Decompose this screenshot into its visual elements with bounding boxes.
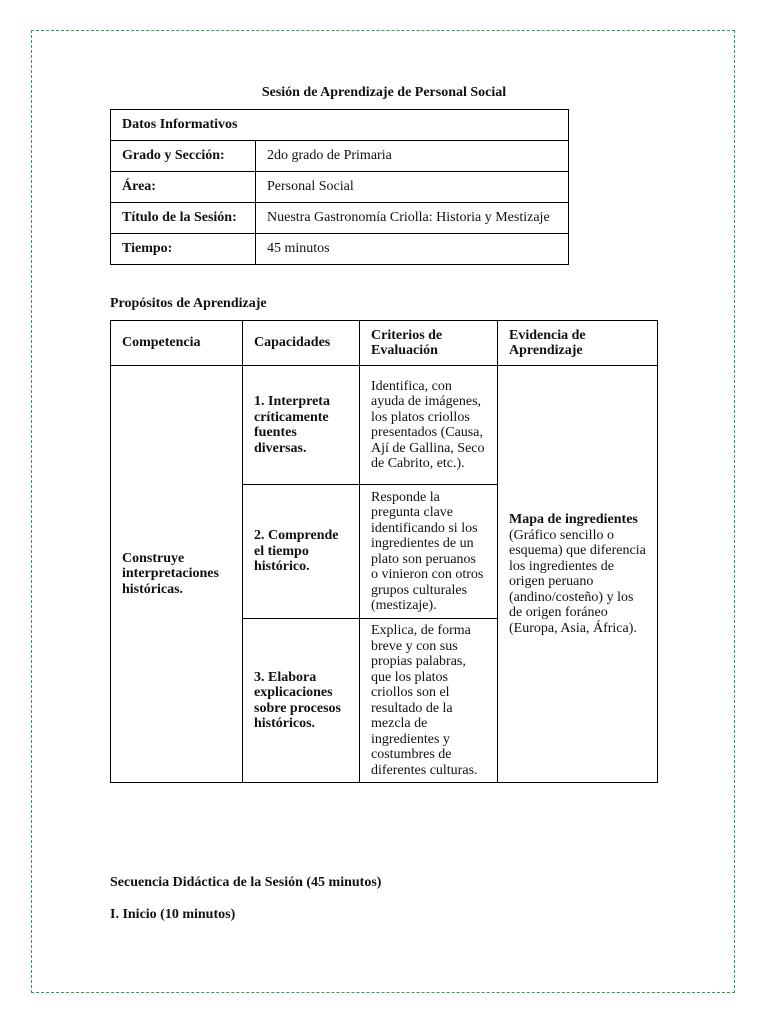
competencia-cell: Construye interpretaciones históricas. <box>111 366 243 783</box>
capacidad-cell: 1. Interpreta críticamente fuentes diversas. <box>243 366 360 485</box>
inicio-heading: I. Inicio (10 minutos) <box>110 907 236 922</box>
table-row <box>111 234 569 265</box>
col-header-criterios: Criterios de Evaluación <box>360 321 498 366</box>
criterio-cell: Explica, de forma breve y con sus propias palabras, que los platos criollos son el resultado de la mezcla de ingredientes y costumbres de diferentes culturas. <box>360 619 498 783</box>
evidencia-title: Mapa de ingredientes <box>509 512 638 527</box>
datos-informativos-table <box>110 109 569 265</box>
capacidad-cell: 2. Comprende el tiempo histórico. <box>243 485 360 619</box>
tiempo-value: 45 minutos <box>256 234 569 265</box>
propositos-heading: Propósitos de Aprendizaje <box>110 296 267 311</box>
secuencia-heading: Secuencia Didáctica de la Sesión (45 minutos) <box>110 875 382 890</box>
grado-value: 2do grado de Primaria <box>256 141 569 172</box>
capacidad-cell: 3. Elabora explicaciones sobre procesos históricos. <box>243 619 360 783</box>
tiempo-label: Tiempo: <box>111 234 256 265</box>
table-row <box>111 366 658 485</box>
table-header-row <box>111 321 658 366</box>
table-row <box>111 172 569 203</box>
evidencia-description: (Gráfico sencillo o esquema) que diferencia los ingredientes de origen peruano (andino/costeño) y los de origen foráneo (Europa, Asia, África). <box>509 527 646 636</box>
table-row <box>111 141 569 172</box>
grado-label: Grado y Sección: <box>111 141 256 172</box>
area-value: Personal Social <box>256 172 569 203</box>
document-title: Sesión de Aprendizaje de Personal Social <box>261 85 507 100</box>
propositos-table <box>110 320 658 783</box>
table-row <box>111 110 569 141</box>
col-header-capacidades: Capacidades <box>243 321 360 366</box>
titulo-value: Nuestra Gastronomía Criolla: Historia y Mestizaje <box>256 203 569 234</box>
titulo-label: Título de la Sesión: <box>111 203 256 234</box>
datos-header: Datos Informativos <box>111 110 569 141</box>
criterio-cell: Responde la pregunta clave identificando si los ingredientes de un plato son peruanos o vinieron con otros grupos culturales (mestizaje). <box>360 485 498 619</box>
col-header-evidencia: Evidencia de Aprendizaje <box>498 321 658 366</box>
table-row <box>111 203 569 234</box>
criterio-cell: Identifica, con ayuda de imágenes, los platos criollos presentados (Causa, Ají de Gallina, Seco de Cabrito, etc.). <box>360 366 498 485</box>
evidencia-cell <box>498 366 658 783</box>
area-label: Área: <box>111 172 256 203</box>
col-header-competencia: Competencia <box>111 321 243 366</box>
